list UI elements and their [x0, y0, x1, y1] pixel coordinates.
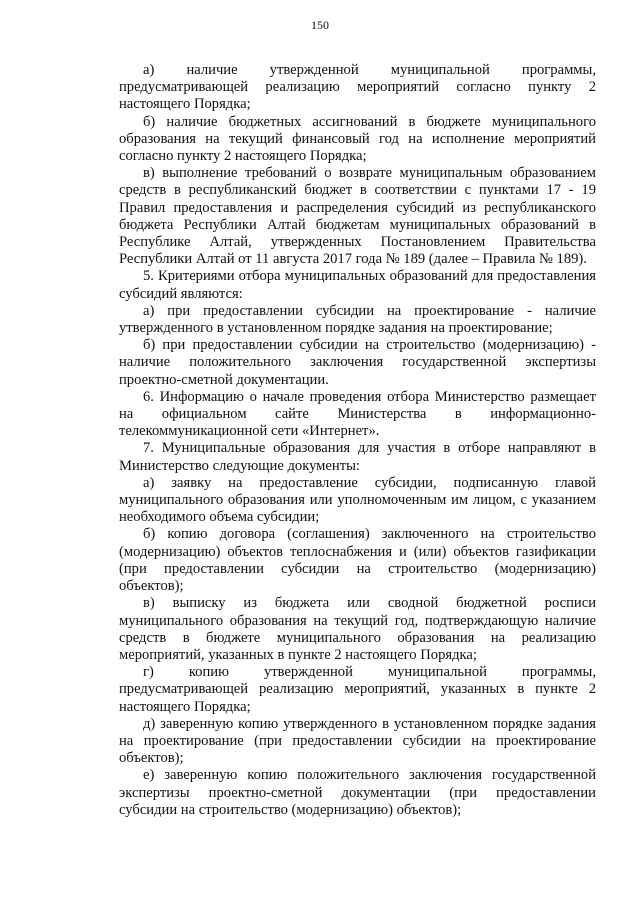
page-number: 150 — [311, 18, 329, 32]
paragraph-5: 5. Критериями отбора муниципальных образований для предоставления субсидий являются: — [119, 268, 596, 302]
document-body — [119, 62, 596, 819]
paragraph-4b: б) наличие бюджетных ассигнований в бюджете муниципального образования на текущий финансовый год на исполнение мероприятий согласно пункту 2 настоящего Порядка; — [119, 113, 596, 165]
paragraph-4a: а) наличие утвержденной муниципальной программы, предусматривающей реализацию мероприятий согласно пункту 2 настоящего Порядка; — [119, 62, 596, 113]
paragraph-7b: б) копию договора (соглашения) заключенного на строительство (модернизацию) объектов теплоснабжения и (или) объектов газификации (при предоставлении субсидии на строительство (модернизацию) объектов); — [119, 526, 596, 595]
paragraph-7a: а) заявку на предоставление субсидии, подписанную главой муниципального образования или уполномоченным им лицом, с указанием необходимого объема субсидии; — [119, 474, 596, 526]
paragraph-7f: е) заверенную копию положительного заключения государственной экспертизы проектно-сметной документации (при предоставлении субсидии на строительство (модернизацию) объектов); — [119, 767, 596, 818]
paragraph-7e: д) заверенную копию утвержденного в установленном порядке задания на проектирование (при предоставлении субсидии на проектирование объектов); — [119, 715, 596, 767]
paragraph-7d: г) копию утвержденной муниципальной программы, предусматривающей реализацию мероприятий, указанных в пункте 2 настоящего Порядка; — [119, 664, 596, 715]
paragraph-6: 6. Информацию о начале проведения отбора Министерство размещает на официальном сайте Министерства в информационно-телекоммуникационной сети «Интернет». — [119, 388, 596, 440]
paragraph-4c: в) выполнение требований о возврате муниципальным образованием средств в республиканский бюджет в соответствии с пунктами 17 - 19 Правил предоставления и распределения субсидий из республиканского бюджета Республики Алтай бюджетам муниципальных образований в Республике Алтай, утвержденных Постановлением Правительства Республики Алтай от 11 августа 2017 года № 189 (далее – Правила № 189). — [119, 165, 596, 268]
paragraph-7: 7. Муниципальные образования для участия в отборе направляют в Министерство следующие документы: — [119, 440, 596, 474]
paragraph-7c: в) выписку из бюджета или сводной бюджетной росписи муниципального образования на текущий год, подтверждающую наличие средств в бюджете муниципального образования на реализацию мероприятий, указанных в пункте 2 настоящего Порядка; — [119, 595, 596, 663]
paragraph-5a: а) при предоставлении субсидии на проектирование - наличие утвержденного в установленном порядке задания на проектирование; — [119, 302, 596, 337]
paragraph-5b: б) при предоставлении субсидии на строительство (модернизацию) - наличие положительного заключения государственной экспертизы проектно-сметной документации. — [119, 337, 596, 388]
